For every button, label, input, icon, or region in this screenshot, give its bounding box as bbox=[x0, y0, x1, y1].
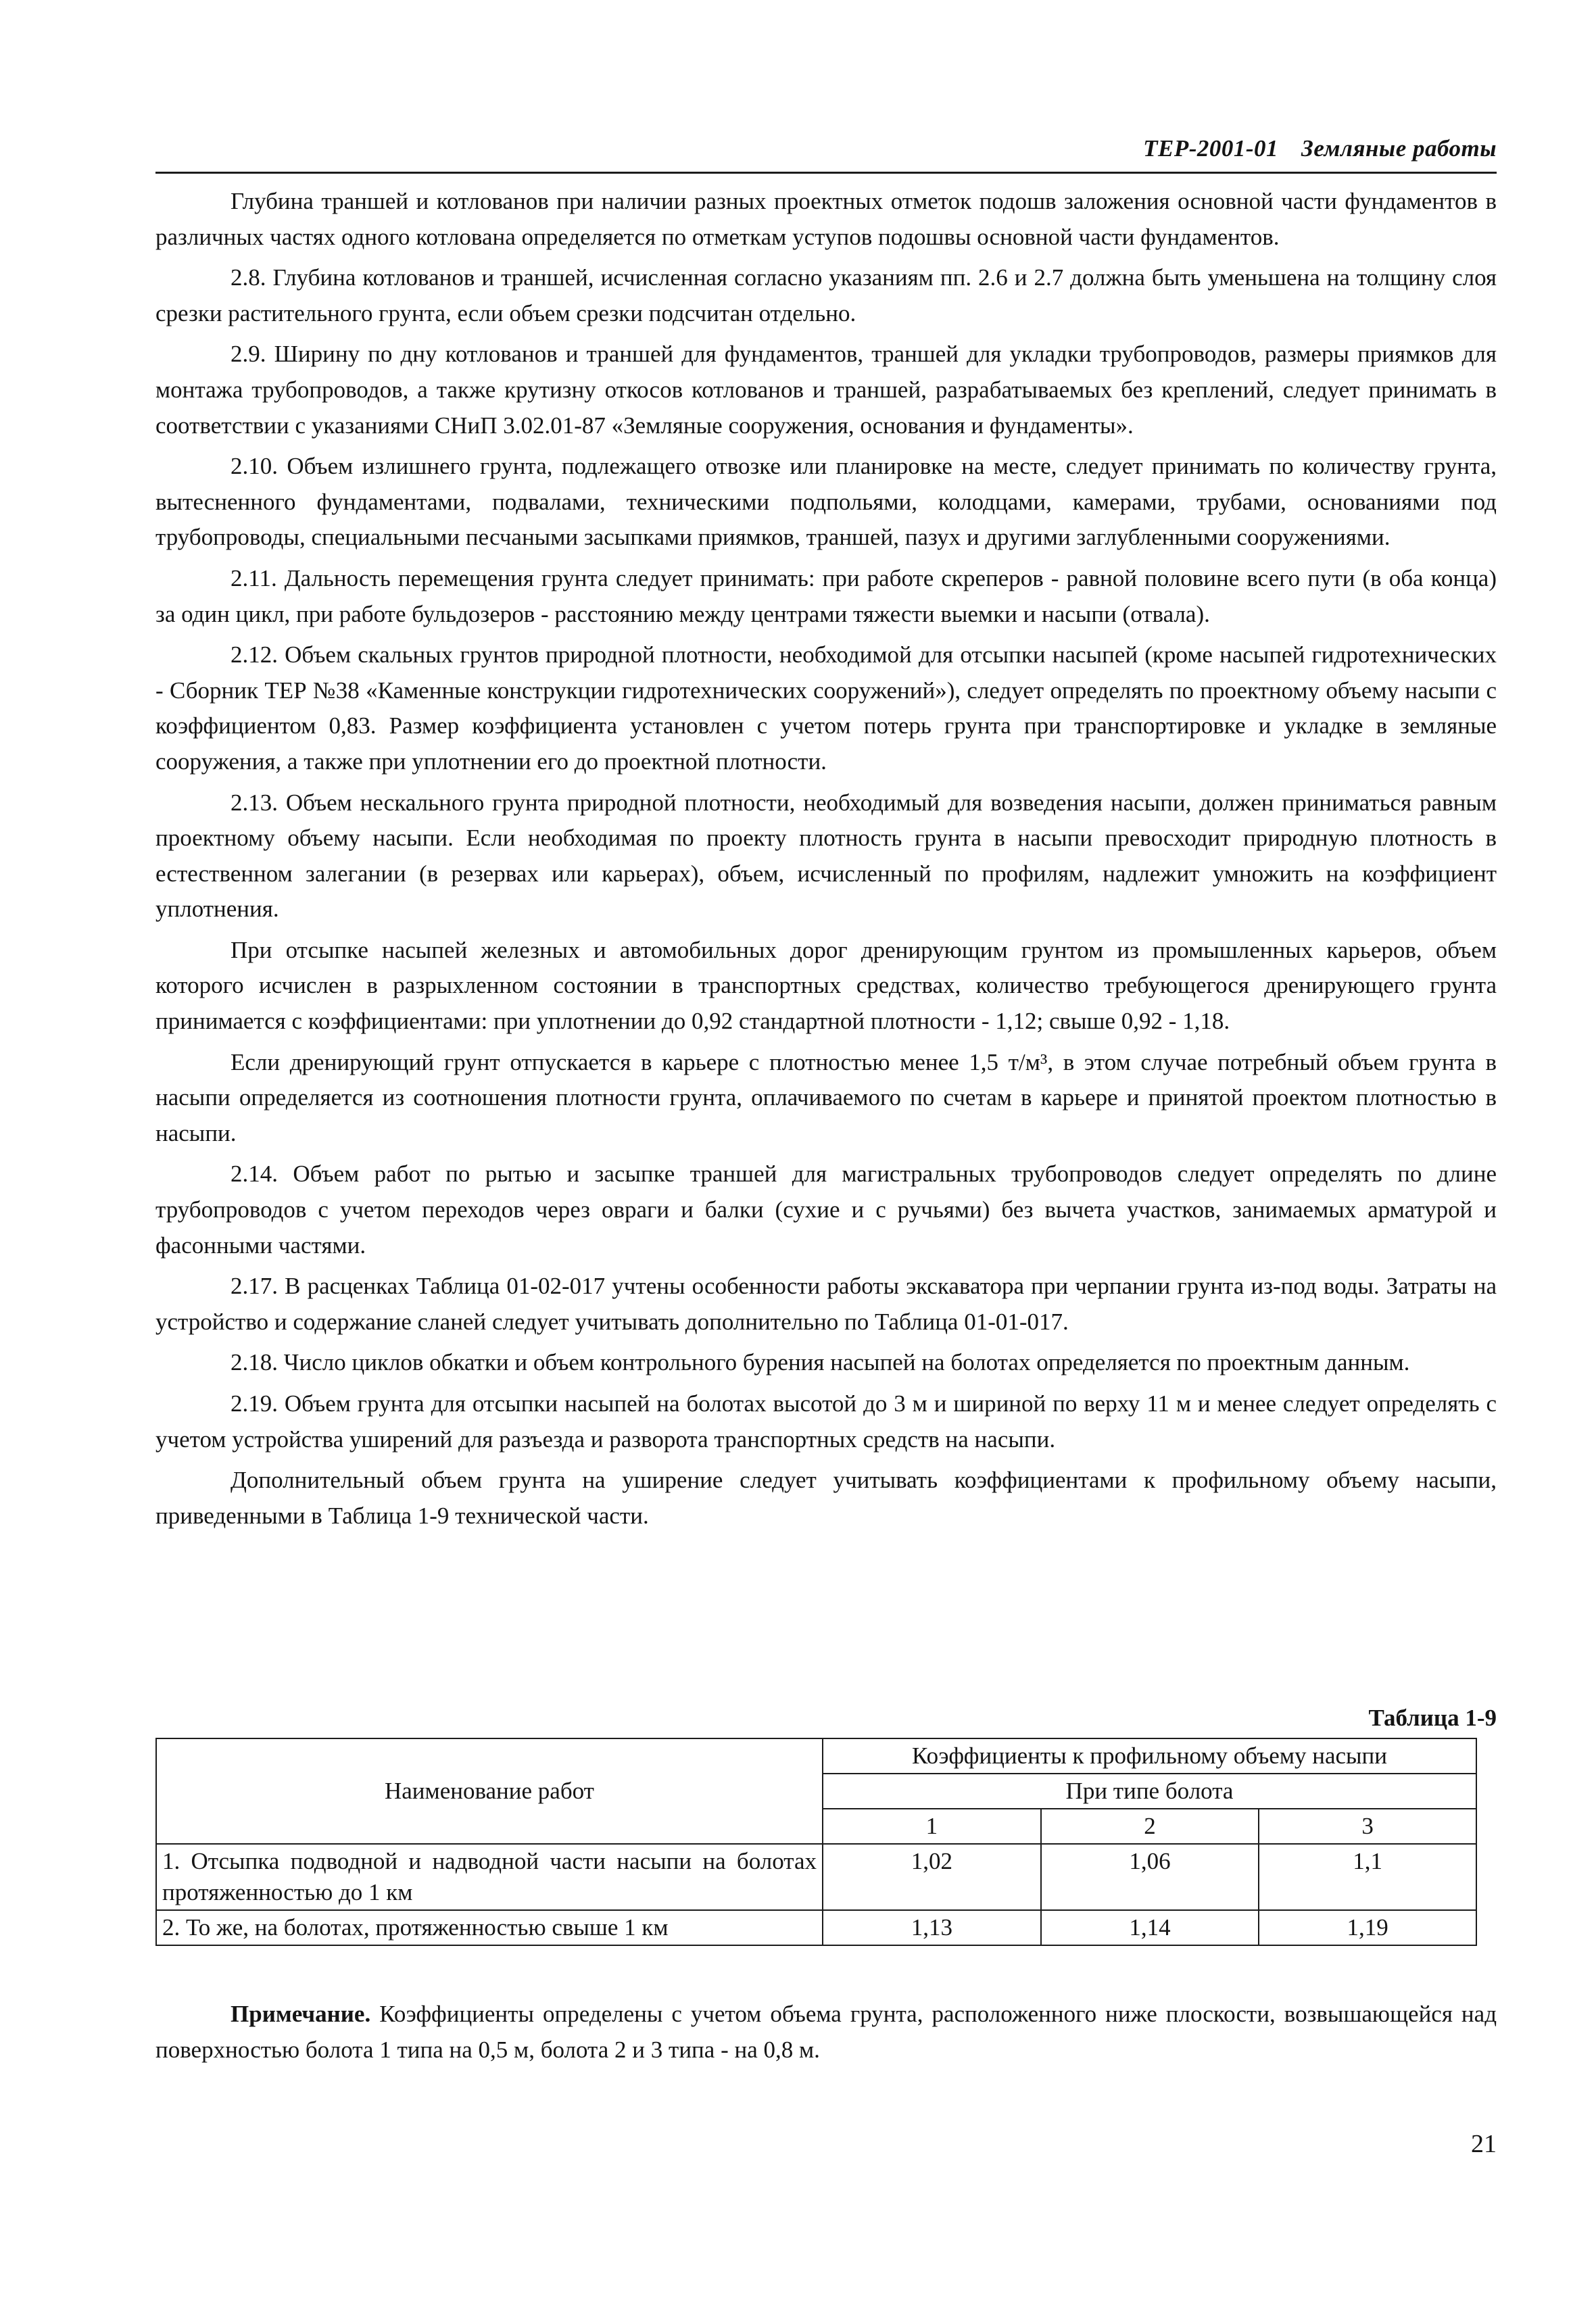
header-type-3: 3 bbox=[1259, 1809, 1476, 1844]
paragraph: 2.11. Дальность перемещения грунта следует принимать: при работе скреперов - равной половине всего пути (в оба конца) за один цикл, при работе бульдозеров - расстоянию между центрами тяжести выемки и насыпи (отвала). bbox=[155, 564, 1497, 627]
row-value: 1,19 bbox=[1259, 1910, 1476, 1945]
paragraph: 2.14. Объем работ по рытью и засыпке траншей для магистральных трубопроводов следует определять по длине трубопроводов с учетом переходов через овраги и балки (сухие и с ручьями) без вычета участков, занимаемых арматурой и фасонными частями. bbox=[155, 1161, 1497, 1259]
running-header bbox=[155, 135, 1497, 162]
header-type-1: 1 bbox=[823, 1809, 1041, 1844]
paragraph: 2.13. Объем нескального грунта природной плотности, необходимый для возведения насыпи, должен приниматься равным проектному объему насыпи. Если необходимая по проекту плотность грунта в насыпи превосходит природную плотность в естественном залегании (в резервах или карьерах), объем, исчисленный по профилям, надлежит умножить на коэффициент уплотнения. bbox=[155, 789, 1497, 923]
table-row bbox=[156, 1910, 1476, 1945]
table-note bbox=[155, 1997, 1497, 2068]
row-value: 1,06 bbox=[1041, 1844, 1259, 1910]
table-header-row bbox=[156, 1738, 1476, 1774]
paragraph: Глубина траншей и котлованов при наличии разных проектных отметок подошв заложения основной части фундаментов в различных частях одного котлована определяется по отметкам уступов подошвы основной части фундаментов. bbox=[155, 188, 1497, 250]
section-title: Земляные работы bbox=[1301, 135, 1497, 162]
row-value: 1,13 bbox=[823, 1910, 1041, 1945]
paragraph: 2.17. В расценках Таблица 01-02-017 учтены особенности работы экскаватора при черпании грунта из-под воды. Затраты на устройство и содержание сланей следует учитывать дополнительно по Таблица 01-01-017. bbox=[155, 1273, 1497, 1335]
paragraph: 2.10. Объем излишнего грунта, подлежащего отвозке или планировке на месте, следует принимать по количеству грунта, вытесненного фундаментами, подвалами, техническими подпольями, колодцами, камерами, трубами, основаниями под трубопроводы, специальными песчаными засыпками приямков, траншей, пазух и другими заглубленными сооружениями. bbox=[155, 453, 1497, 551]
note-label: Примечание. bbox=[231, 2001, 371, 2027]
row-name: 2. То же, на болотах, протяженностью свыше 1 км bbox=[156, 1910, 823, 1945]
paragraph: При отсыпке насыпей железных и автомобильных дорог дренирующим грунтом из промышленных карьеров, объем которого исчислен в разрыхленном состоянии в транспортных средствах, количество требующегося дренирующего грунта принимается с коэффициентами: при уплотнении до 0,92 стандартной плотности - 1,12; свыше 0,92 - 1,18. bbox=[155, 936, 1497, 1035]
row-value: 1,14 bbox=[1041, 1910, 1259, 1945]
note-text: Коэффициенты определены с учетом объема грунта, расположенного ниже плоскости, возвышающейся над поверхностью болота 1 типа на 0,5 м, болота 2 и 3 типа - на 0,8 м. bbox=[155, 2001, 1497, 2063]
document-code: ТЕР-2001-01 bbox=[1143, 135, 1279, 162]
table-title: Таблица 1-9 bbox=[1368, 1705, 1497, 1731]
paragraph: Если дренирующий грунт отпускается в карьере с плотностью менее 1,5 т/м³, в этом случае потребный объем грунта в насыпи определяется из соотношения плотности грунта, оплачиваемого по счетам в карьере и принятой проектом плотностью в насыпи. bbox=[155, 1048, 1497, 1146]
header-swamp-type: При типе болота bbox=[823, 1774, 1476, 1809]
header-type-2: 2 bbox=[1041, 1809, 1259, 1844]
paragraph: 2.9. Ширину по дну котлованов и траншей для фундаментов, траншей для укладки трубопроводов, размеры приямков для монтажа трубопроводов, а также крутизну откосов котлованов и траншей, разрабатываемых без креплений, следует принимать в соответствии с указаниями СНиП 3.02.01-87 «Земляные сооружения, основания и фундаменты». bbox=[155, 341, 1497, 439]
paragraph: 2.12. Объем скальных грунтов природной плотности, необходимой для отсыпки насыпей (кроме насыпей гидротехнических - Сборник ТЕР №38 «Каменные конструкции гидротехнических сооружений»), следует определять по проектному объему насыпи с коэффициентом 0,83. Размер коэффициента установлен с учетом потерь грунта при транспортировке и укладке в земляные сооружения, а также при уплотнении его до проектной плотности. bbox=[155, 641, 1497, 775]
header-coefficients: Коэффициенты к профильному объему насыпи bbox=[823, 1738, 1476, 1774]
table-row bbox=[156, 1844, 1476, 1910]
paragraph: 2.19. Объем грунта для отсыпки насыпей на болотах высотой до 3 м и шириной по верху 11 м и менее следует определять с учетом устройства уширений для разъезда и разворота транспортных средств на насыпи. bbox=[155, 1390, 1497, 1453]
body-text bbox=[155, 184, 1497, 1539]
paragraph: Дополнительный объем грунта на уширение следует учитывать коэффициентами к профильному объему насыпи, приведенными в Таблица 1-9 технической части. bbox=[155, 1467, 1497, 1529]
paragraph: 2.18. Число циклов обкатки и объем контрольного бурения насыпей на болотах определяется по проектным данным. bbox=[231, 1349, 1410, 1376]
paragraph: 2.8. Глубина котлованов и траншей, исчисленная согласно указаниям пп. 2.6 и 2.7 должна быть уменьшена на толщину слоя срезки растительного грунта, если объем срезки подсчитан отдельно. bbox=[155, 264, 1497, 326]
header-work-name: Наименование работ bbox=[156, 1738, 823, 1844]
page-number: 21 bbox=[1471, 2130, 1497, 2158]
row-value: 1,02 bbox=[823, 1844, 1041, 1910]
coefficients-table bbox=[155, 1738, 1477, 1946]
row-name: 1. Отсыпка подводной и надводной части насыпи на болотах протяженностью до 1 км bbox=[156, 1844, 823, 1910]
header-rule bbox=[155, 172, 1497, 174]
row-value: 1,1 bbox=[1259, 1844, 1476, 1910]
